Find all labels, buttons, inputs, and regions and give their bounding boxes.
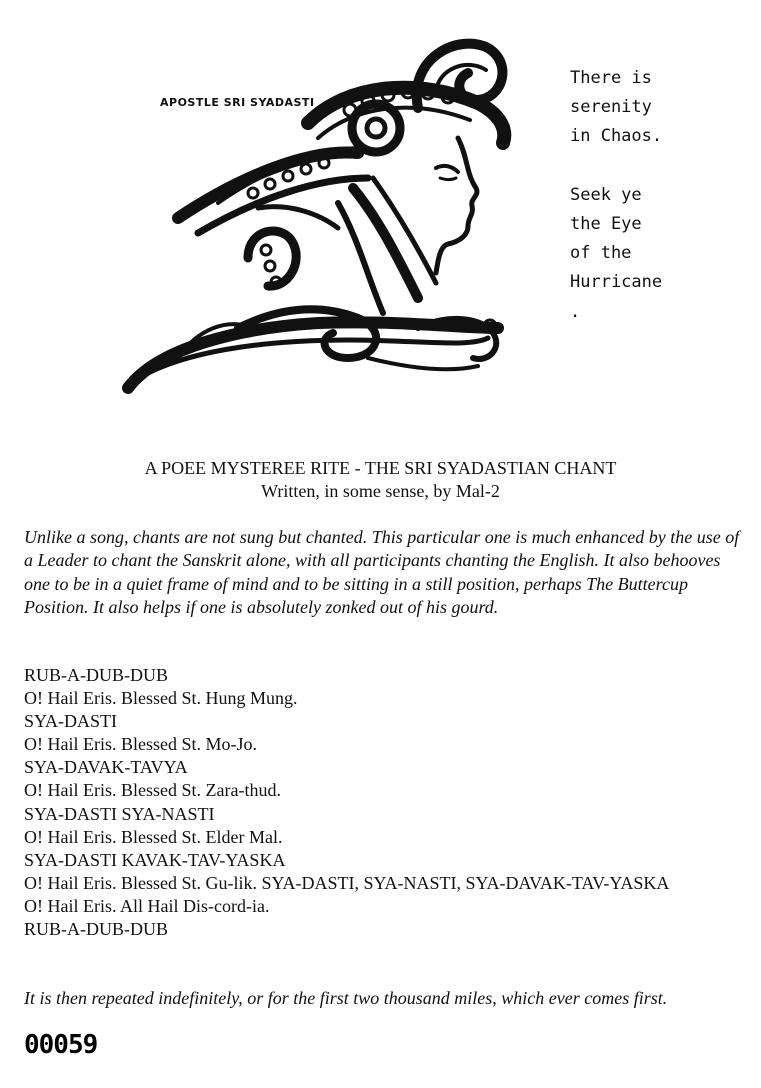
chant-text — [24, 664, 744, 941]
handwritten-note-line: serenity — [570, 97, 652, 118]
handwritten-note-line: Seek ye — [570, 184, 642, 205]
chant-line: O! Hail Eris. All Hail Dis-cord-ia. — [24, 895, 270, 916]
handwritten-note-line: of the — [570, 243, 632, 264]
handwritten-note-line: Hurricane — [570, 272, 663, 293]
outro-paragraph: It is then repeated indefinitely, or for the first two thousand miles, which ever comes first. — [24, 988, 668, 1008]
chant-line: O! Hail Eris. Blessed St. Elder Mal. — [24, 826, 283, 847]
chant-line: SYA-DASTI SYA-NASTI — [24, 803, 215, 824]
intro-paragraph: Unlike a song, chants are not sung but chanted. This particular one is much enhanced by the use of a Leader to chant the Sanskrit alone, with all participants chanting the English. It also behooves one to be in a quiet frame of mind and to be sitting in a still position, perhaps The Buttercup Position. It also helps if one is absolutely zonked out of his gourd. — [24, 527, 740, 618]
handwritten-note — [570, 64, 750, 327]
handwritten-note-line: the Eye — [570, 214, 642, 235]
handwritten-note-line: in Chaos. — [570, 126, 663, 147]
chant-line: RUB-A-DUB-DUB — [24, 919, 168, 940]
chant-line: O! Hail Eris. Blessed St. Zara-thud. — [24, 780, 281, 801]
chant-line: O! Hail Eris. Blessed St. Gu-lik. SYA-DASTI, SYA-NASTI, SYA-DAVAK-TAV-YASKA — [24, 872, 670, 893]
handwritten-note-line: . — [570, 301, 581, 322]
chant-line: SYA-DASTI — [24, 711, 118, 732]
rite-heading: A POEE MYSTEREE RITE - THE SRI SYADASTIAN CHANT — [144, 458, 617, 478]
chant-line: O! Hail Eris. Blessed St. Hung Mung. — [24, 688, 298, 709]
illustration-caption: APOSTLE SRI SYADASTI — [160, 96, 315, 109]
page-number: 00059 — [24, 1030, 98, 1060]
chant-line: O! Hail Eris. Blessed St. Mo-Jo. — [24, 734, 257, 755]
handwritten-note-line — [570, 152, 750, 181]
chant-line: SYA-DAVAK-TAVYA — [24, 757, 188, 778]
chant-line: RUB-A-DUB-DUB — [24, 665, 168, 685]
handwritten-note-line: There is — [570, 68, 652, 88]
byline: Written, in some sense, by Mal-2 — [261, 481, 500, 501]
apostle-illustration — [118, 28, 518, 400]
chant-line: SYA-DASTI KAVAK-TAV-YASKA — [24, 849, 286, 870]
